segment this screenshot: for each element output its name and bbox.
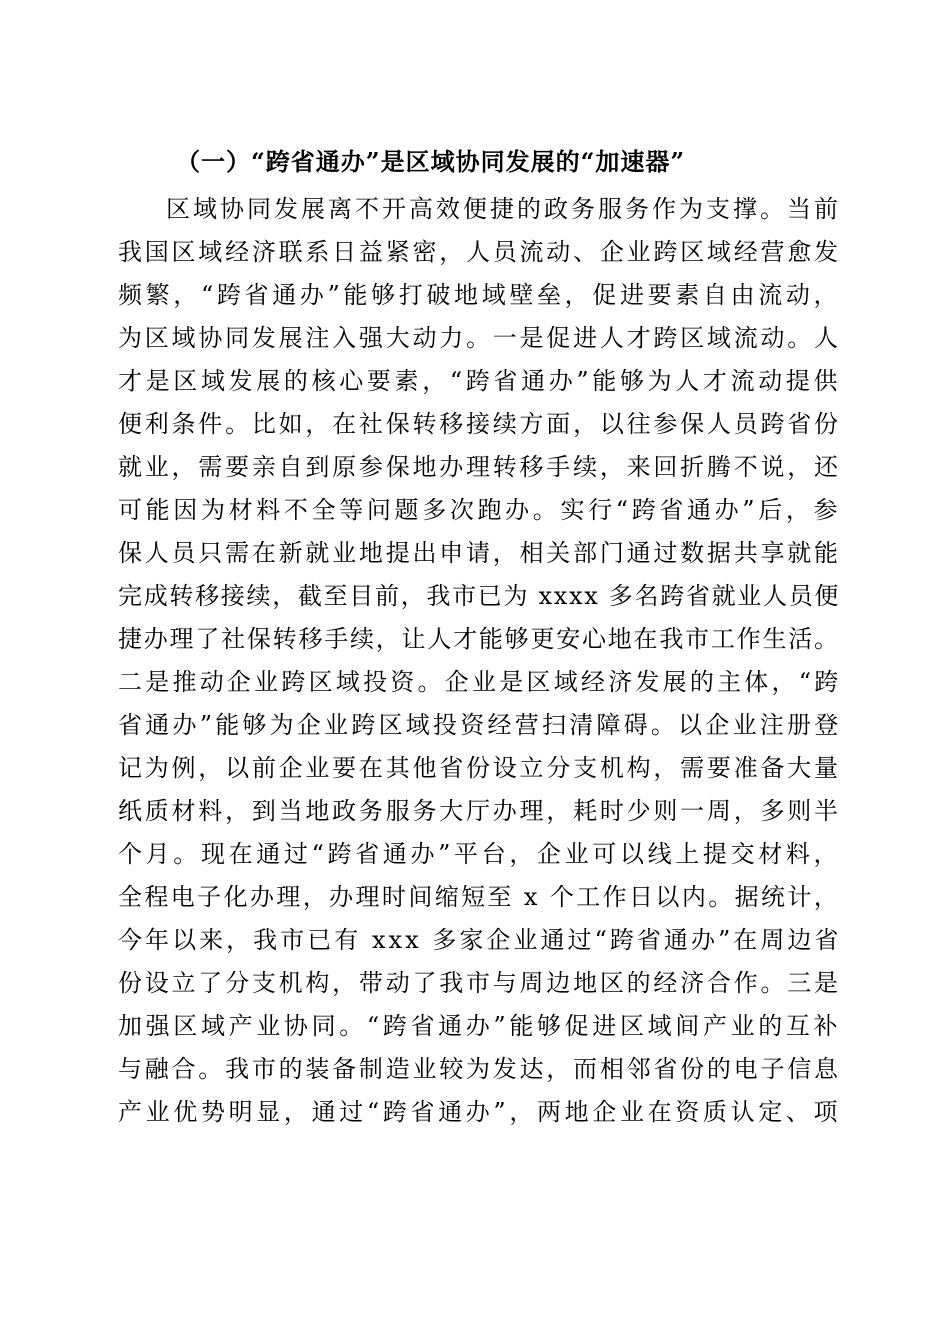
text-line: 个月。现在通过“跨省通办”平台，企业可以线上提交材料， xyxy=(118,840,842,868)
text-line: 省通办”能够为企业跨区域投资经营扫清障碍。以企业注册登 xyxy=(118,711,842,739)
text-line: 才是区域发展的核心要素，“跨省通办”能够为人才流动提供 xyxy=(118,367,842,395)
text-line: 我国区域经济联系日益紧密，人员流动、企业跨区域经营愈发 xyxy=(118,238,841,266)
text-line: 记为例，以前企业要在其他省份设立分支机构，需要准备大量 xyxy=(118,754,841,782)
text-line: 捷办理了社保转移手续，让人才能够更安心地在我市工作生活。 xyxy=(118,625,840,653)
section-heading: （一）“跨省通办”是区域协同发展的“加速器” xyxy=(176,147,686,176)
text-line: 今年以来，我市已有 xxx 多家企业通过“跨省通办”在周边省 xyxy=(118,926,842,954)
text-line: 就业，需要亲自到原参保地办理转移手续，来回折腾不说，还 xyxy=(118,453,841,481)
text-line: 可能因为材料不全等问题多次跑办。实行“跨省通办”后，参 xyxy=(118,496,842,524)
text-line: 份设立了分支机构，带动了我市与周边地区的经济合作。三是 xyxy=(118,969,841,997)
text-line: 区域协同发展离不开高效便捷的政务服务作为支撑。当前 xyxy=(166,195,841,223)
text-line: 二是推动企业跨区域投资。企业是区域经济发展的主体，“跨 xyxy=(118,668,842,696)
text-line: 便利条件。比如，在社保转移接续方面，以往参保人员跨省份 xyxy=(118,410,841,438)
text-line: 产业优势明显，通过“跨省通办”，两地企业在资质认定、项 xyxy=(118,1098,842,1126)
text-line: 频繁，“跨省通办”能够打破地域壁垒，促进要素自由流动， xyxy=(118,281,842,309)
text-line: 为区域协同发展注入强大动力。一是促进人才跨区域流动。人 xyxy=(118,324,841,352)
text-line: 加强区域产业协同。“跨省通办”能够促进区域间产业的互补 xyxy=(118,1012,842,1040)
text-line: 完成转移接续，截至目前，我市已为 xxxx 多名跨省就业人员便 xyxy=(118,582,841,610)
text-line: 保人员只需在新就业地提出申请，相关部门通过数据共享就能 xyxy=(118,539,841,567)
text-line: 全程电子化办理，办理时间缩短至 x 个工作日以内。据统计， xyxy=(118,883,841,911)
text-line: 与融合。我市的装备制造业较为发达，而相邻省份的电子信息 xyxy=(118,1055,841,1083)
text-line: 纸质材料，到当地政务服务大厅办理，耗时少则一周，多则半 xyxy=(118,797,841,825)
